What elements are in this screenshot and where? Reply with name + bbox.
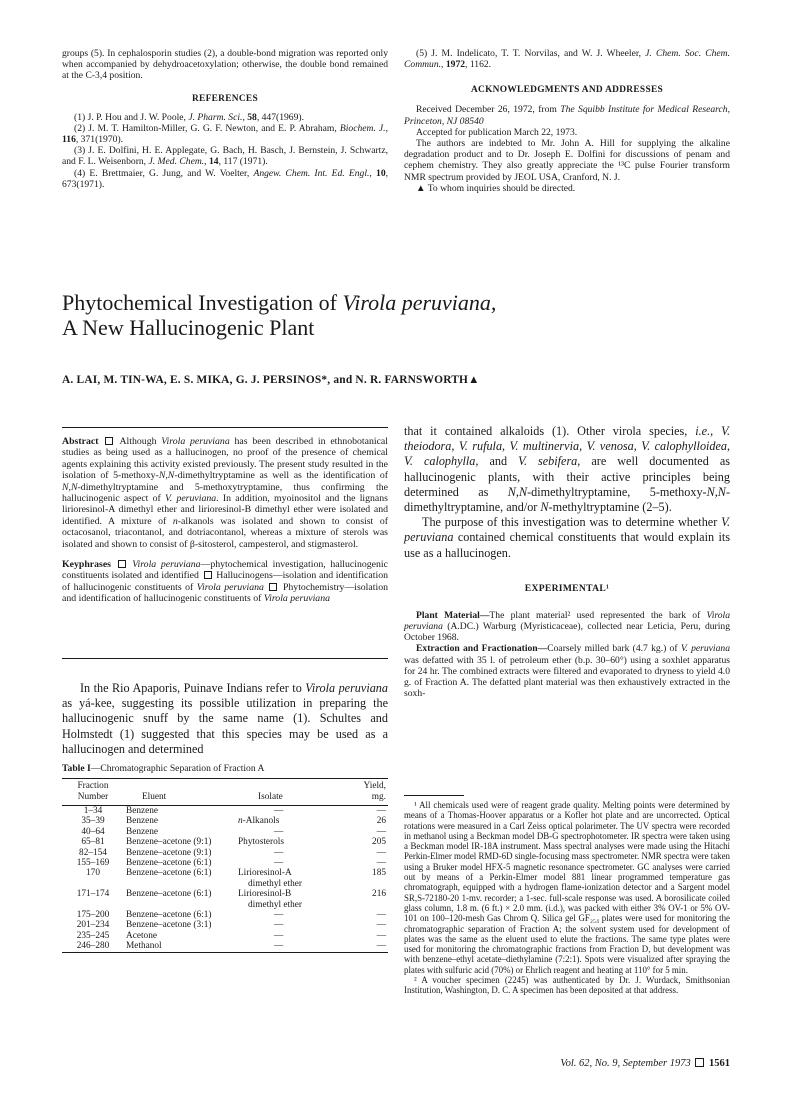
references-heading: REFERENCES	[191, 93, 259, 104]
table-row	[62, 941, 388, 951]
cell-isolate: —	[274, 806, 284, 817]
table-row	[62, 816, 388, 826]
cell-isolate: n-Alkanols	[238, 816, 280, 827]
table-row	[62, 806, 388, 817]
intro-paragraph-2: The purpose of this investigation was to determine whether V. peruviana contained chemical constituents that would explain its use as a hallucinogen.	[404, 515, 730, 560]
cell-eluent: Benzene	[126, 806, 159, 817]
footnote-rule	[404, 795, 464, 796]
square-bullet-icon	[204, 571, 212, 579]
table-body	[62, 806, 388, 952]
cell-eluent: Benzene–acetone (6:1)	[126, 858, 212, 869]
cell-eluent: Benzene–acetone (6:1)	[126, 889, 212, 900]
cell-yield: —	[376, 847, 386, 858]
ack-thanks: The authors are indebted to Mr. John A. Hill for supplying the alkaline degradation product and to Dr. Joseph E. Dolfini for discussions of penam and cephem chemistry. They also greatly appreciate the ¹³C pulse Fourier transform NMR spectrum provided by JEOL USA, Cranford, N. J.	[404, 138, 730, 183]
continuation-paragraph: groups (5). In cephalosporin studies (2), a double-bond migration was reported only when accompanied by dehydroacetoxylation; otherwise, the double bond remained at the C-3,4 position.	[62, 48, 388, 82]
abstract-top-rule	[62, 427, 388, 428]
cell-eluent: Benzene–acetone (9:1)	[126, 847, 212, 858]
table-row	[62, 920, 388, 930]
table-caption: Table I—Chromatographic Separation of Fraction A	[62, 763, 265, 774]
acknowledgments	[404, 104, 730, 194]
intro-paragraph-1: In the Rio Apaporis, Puinave Indians refer to Virola peruviana as yá-kee, suggesting its possible utilization in preparing the hallucinogenic snuff by the same name (1). Schultes and Holmstedt (1) suggested that this species may be used as a hallucinogen and determined	[62, 681, 388, 756]
table-row	[62, 827, 388, 837]
footnote-2: ² A voucher specimen (2245) was authenticated by Dr. J. Wurdack, Smithsonian Institution, Washington, D. C. A specimen has been deposited at that address.	[404, 975, 730, 996]
cell-isolate: —	[274, 941, 284, 952]
table-row	[62, 837, 388, 847]
cell-fraction: 82–154	[79, 847, 107, 858]
cell-eluent: Benzene–acetone (9:1)	[126, 837, 212, 848]
experimental-heading: EXPERIMENTAL¹	[524, 582, 610, 594]
cell-isolate: —	[274, 930, 284, 941]
square-bullet-icon	[105, 437, 113, 445]
cell-fraction: 175–200	[76, 910, 110, 921]
ack-received: Received December 26, 1972, from The Squibb Institute for Medical Research, Princeton, NJ 08540	[404, 104, 731, 127]
title-line-2: A New Hallucinogenic Plant	[62, 315, 315, 340]
table-grid	[62, 779, 388, 952]
cell-fraction: 40–64	[81, 826, 105, 837]
intro-paragraph-1-continued: that it contained alkaloids (1). Other virola species, i.e., V. theiodora, V. rufula, V. multinervia, V. venosa, V. calophylloidea, V. calophylla, and V. sebifera, are well documented as hallucinogenic plants, with their active principles being determined as N,N-dimethyltryptamine, 5-methoxy-N,N-dimethyltryptamine, and/or N-methyltryptamine (2–5).	[404, 424, 731, 515]
cell-fraction: 170	[86, 868, 100, 879]
ack-accepted: Accepted for publication March 22, 1973.	[416, 126, 578, 138]
square-bullet-icon	[118, 560, 126, 568]
table-row	[62, 931, 388, 941]
cell-isolate: —	[274, 847, 284, 858]
references-list	[62, 112, 388, 190]
cell-yield: —	[376, 910, 386, 921]
acknowledgments-heading: ACKNOWLEDGMENTS AND ADDRESSES	[470, 85, 664, 96]
article-title	[62, 290, 742, 340]
plant-material-paragraph: Plant Material—The plant material² used represented the bark of Virola peruviana (A.DC.) Warburg (Myristicaceae), collected near Leticia, Peru, during October 1968.	[404, 609, 730, 644]
top-left-column	[62, 48, 388, 190]
table-row	[62, 910, 388, 920]
table-row	[62, 848, 388, 858]
cell-eluent: Acetone	[126, 930, 157, 941]
cell-isolate: Lirioresinol-B dimethyl ether	[238, 889, 302, 910]
header-isolate: Isolate	[258, 791, 283, 802]
journal-citation: Vol. 62, No. 9, September 1973	[560, 1058, 691, 1069]
cell-yield: —	[376, 941, 386, 952]
cell-isolate: —	[274, 858, 284, 869]
cell-yield: 205	[372, 837, 386, 848]
cell-yield: —	[376, 930, 386, 941]
cell-eluent: Benzene–acetone (6:1)	[126, 910, 212, 921]
abstract-text: Abstract Although Virola peruviana has been described in ethnobotanical studies as being used as a hallucinogen, no proof of the presence of chemical agents explaining this activity existed previously. The present study resulted in the isolation of 5-methoxy-N,N-dimethyltryptamine as well as the identification of N,N-dimethyltryptamine and 5-methoxytryptamine, thus confirming the hallucinogenic aspect of V. peruviana. In addition, myoinositol and the lignans lirioresinol-A dimethyl ether and lirioresinol-B dimethyl ether were isolated and identified. A mixture of n-alkanols was isolated and shown to consist of octacosanol, triacontanol, and dotriacontanol, whereas a mixture of sterols was isolated and shown to consist of β-sitosterol, campesterol, and stigmasterol.	[62, 436, 389, 550]
cell-eluent: Benzene–acetone (3:1)	[126, 920, 212, 931]
reference-1: (1) J. P. Hou and J. W. Poole, J. Pharm. Sci., 58, 447(1969).	[74, 111, 304, 123]
cell-yield: 216	[372, 889, 386, 900]
cell-eluent: Benzene–acetone (6:1)	[126, 868, 212, 879]
square-separator-icon	[695, 1058, 704, 1067]
reference-2: (2) J. M. T. Hamilton-Miller, G. G. F. Newton, and E. P. Abraham, Biochem. J., 116, 371(1970).	[62, 122, 388, 146]
table-row	[62, 858, 388, 868]
cell-isolate: —	[274, 826, 284, 837]
author-list: A. LAI, M. TIN-WA, E. S. MIKA, G. J. PERSINOS*, and N. R. FARNSWORTH▲	[62, 374, 480, 386]
page-number: 1561	[709, 1058, 730, 1069]
cell-yield: —	[376, 858, 386, 869]
footnotes	[404, 800, 730, 996]
cell-fraction: 246–280	[76, 941, 110, 952]
extraction-paragraph: Extraction and Fractionation—Coarsely milled bark (4.7 kg.) of V. peruviana was defatted with 35 l. of petroleum ether (b.p. 30–60°) using a soxhlet apparatus for 24 hr. The combined extracts were filtered and evaporated to dryness to yield 4.0 g. of Fraction A. The defatted plant material was then exhaustively extracted in the soxh-	[404, 643, 730, 700]
cell-fraction: 235–245	[76, 930, 110, 941]
cell-isolate: Lirioresinol-A dimethyl ether	[238, 868, 302, 889]
cell-fraction: 155–169	[76, 858, 110, 869]
cell-isolate: —	[274, 910, 284, 921]
table-row	[62, 868, 388, 889]
abstract-block	[62, 436, 388, 605]
header-fraction: Fraction Number	[77, 781, 109, 802]
cell-fraction: 35–39	[81, 816, 105, 827]
cell-yield: —	[376, 826, 386, 837]
cell-eluent: Methanol	[126, 941, 162, 952]
cell-fraction: 65–81	[81, 837, 105, 848]
header-yield: Yield, mg.	[363, 781, 386, 802]
cell-fraction: 201–234	[76, 920, 110, 931]
abstract-bottom-rule	[62, 658, 388, 659]
keyphrases-text: Keyphrases Virola peruviana—phytochemical investigation, hallucinogenic constituents isolated and identified Hallucinogens—isolation and identification of hallucinogenic constituents of Virola peruviana Phytochemistry—isolation and identification of hallucinogenic constituents of Virola peruviana	[62, 559, 388, 605]
page-footer	[404, 1058, 730, 1069]
top-right-column	[404, 48, 730, 194]
footnote-1: ¹ All chemicals used were of reagent grade quality. Melting points were determined by means of a Thomas-Hoover apparatus or a Kofler hot plate and are uncorrected. Optical rotations were measured in a Carl Zeiss optical polarimeter. The UV spectra were recorded in methanol using a Beckman model DB-G spectrophotometer. IR spectra were taken using a Beckman model IR-18A instrument. Mass spectral analyses were made using the Hitachi Perkin-Elmer model RMD-6D single-focusing mass spectrometer. NMR spectra were taken using a Bruker model HFX-5 magnetic resonance spectrometer. GC analyses were carried out by means of a Perkin-Elmer model 881 linear programmed temperature gas chromatograph, equipped with a hydrogen flame-ionization detector and a Sargent model SR,S-72180-20 1-mv. recorder; a 1-sec. full-scale response was used. A borosilicate coiled glass column, 1.8 m. (6 ft.) × 2.0 mm. (i.d.), was packed with either 3% OV-1 or 5% OV-101 on 100–120-mesh Gas Chrom Q. Silica gel GF₂₅₄ plates were used for monitoring the chromatographic separation of Fraction A; the solvent system used for development of plates was the same as the eluent used to elute the fractions. The same type plates were used for monitoring the chromatographic fractions from Fraction D, but development was with benzene–ethyl acetate–diethylamine (7:2:1). Spots were visualized after spraying the plates with sulfuric acid (70%) or Ehrlich reagent and heating at 110° for 5 min.	[404, 800, 730, 975]
reference-3: (3) J. E. Dolfini, H. E. Applegate, G. Bach, H. Basch, J. Bernstein, J. Schwartz, and F. L. Weisenborn, J. Med. Chem., 14, 117 (1971).	[62, 145, 388, 168]
cell-eluent: Benzene	[126, 826, 159, 837]
cell-yield: 26	[376, 816, 386, 827]
header-eluent: Eluent	[142, 791, 167, 802]
cell-yield: —	[376, 806, 386, 817]
table-1	[62, 763, 388, 953]
reference-4: (4) E. Brettmaier, G. Jung, and W. Voelter, Angew. Chem. Int. Ed. Engl., 10, 673(1971).	[62, 167, 389, 190]
title-line-1: Phytochemical Investigation of Virola peruviana,	[62, 290, 497, 315]
intro-right	[404, 424, 730, 699]
cell-isolate: Phytosterols	[238, 837, 284, 848]
cell-isolate: —	[274, 920, 284, 931]
cell-yield: —	[376, 920, 386, 931]
intro-left	[62, 681, 388, 757]
reference-5: (5) J. M. Indelicato, T. T. Norvilas, and W. J. Wheeler, J. Chem. Soc. Chem. Commun., 1972, 1162.	[404, 48, 730, 71]
table-row	[62, 889, 388, 910]
cell-fraction: 171–174	[76, 889, 110, 900]
cell-eluent: Benzene	[126, 816, 159, 827]
square-bullet-icon	[269, 583, 277, 591]
cell-yield: 185	[372, 868, 386, 879]
cell-fraction: 1–34	[83, 806, 103, 817]
ack-correspondence: ▲ To whom inquiries should be directed.	[416, 182, 576, 194]
